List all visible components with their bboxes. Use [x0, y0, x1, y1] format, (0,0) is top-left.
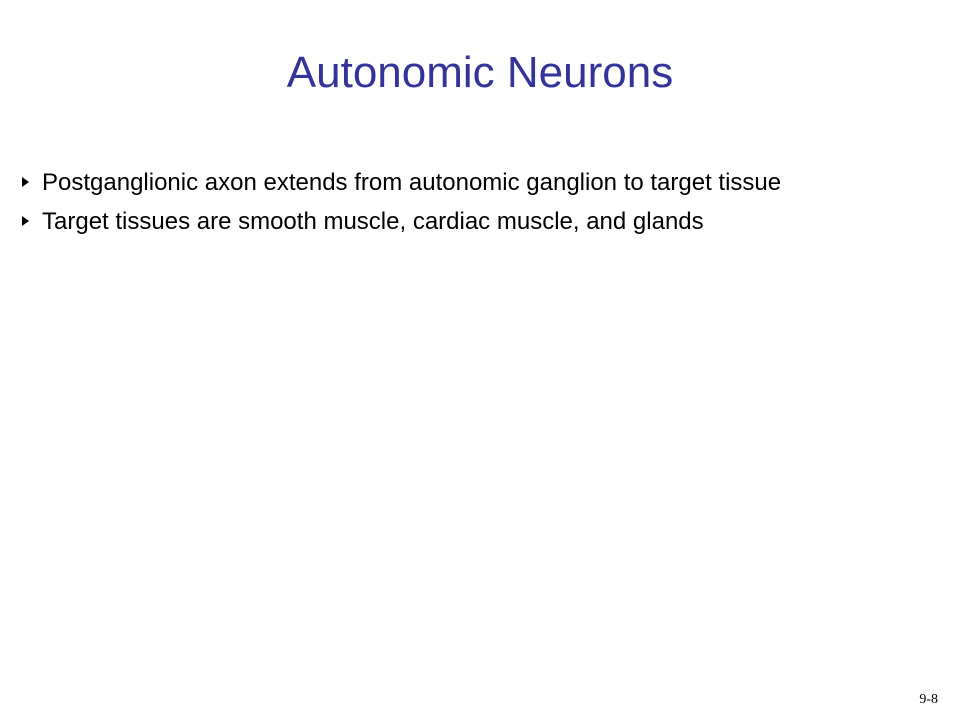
bullet-list [20, 166, 840, 244]
triangle-bullet-icon [22, 216, 29, 226]
page-number: 9-8 [919, 692, 938, 707]
bullet-text: Postganglionic axon extends from autonomic ganglion to target tissue [42, 169, 782, 196]
bullet-text: Target tissues are smooth muscle, cardiac muscle, and glands [42, 208, 704, 235]
bullet-item [20, 166, 840, 199]
slide-title: Autonomic Neurons [286, 48, 674, 97]
triangle-bullet-icon [22, 177, 29, 187]
bullet-item [20, 205, 840, 238]
